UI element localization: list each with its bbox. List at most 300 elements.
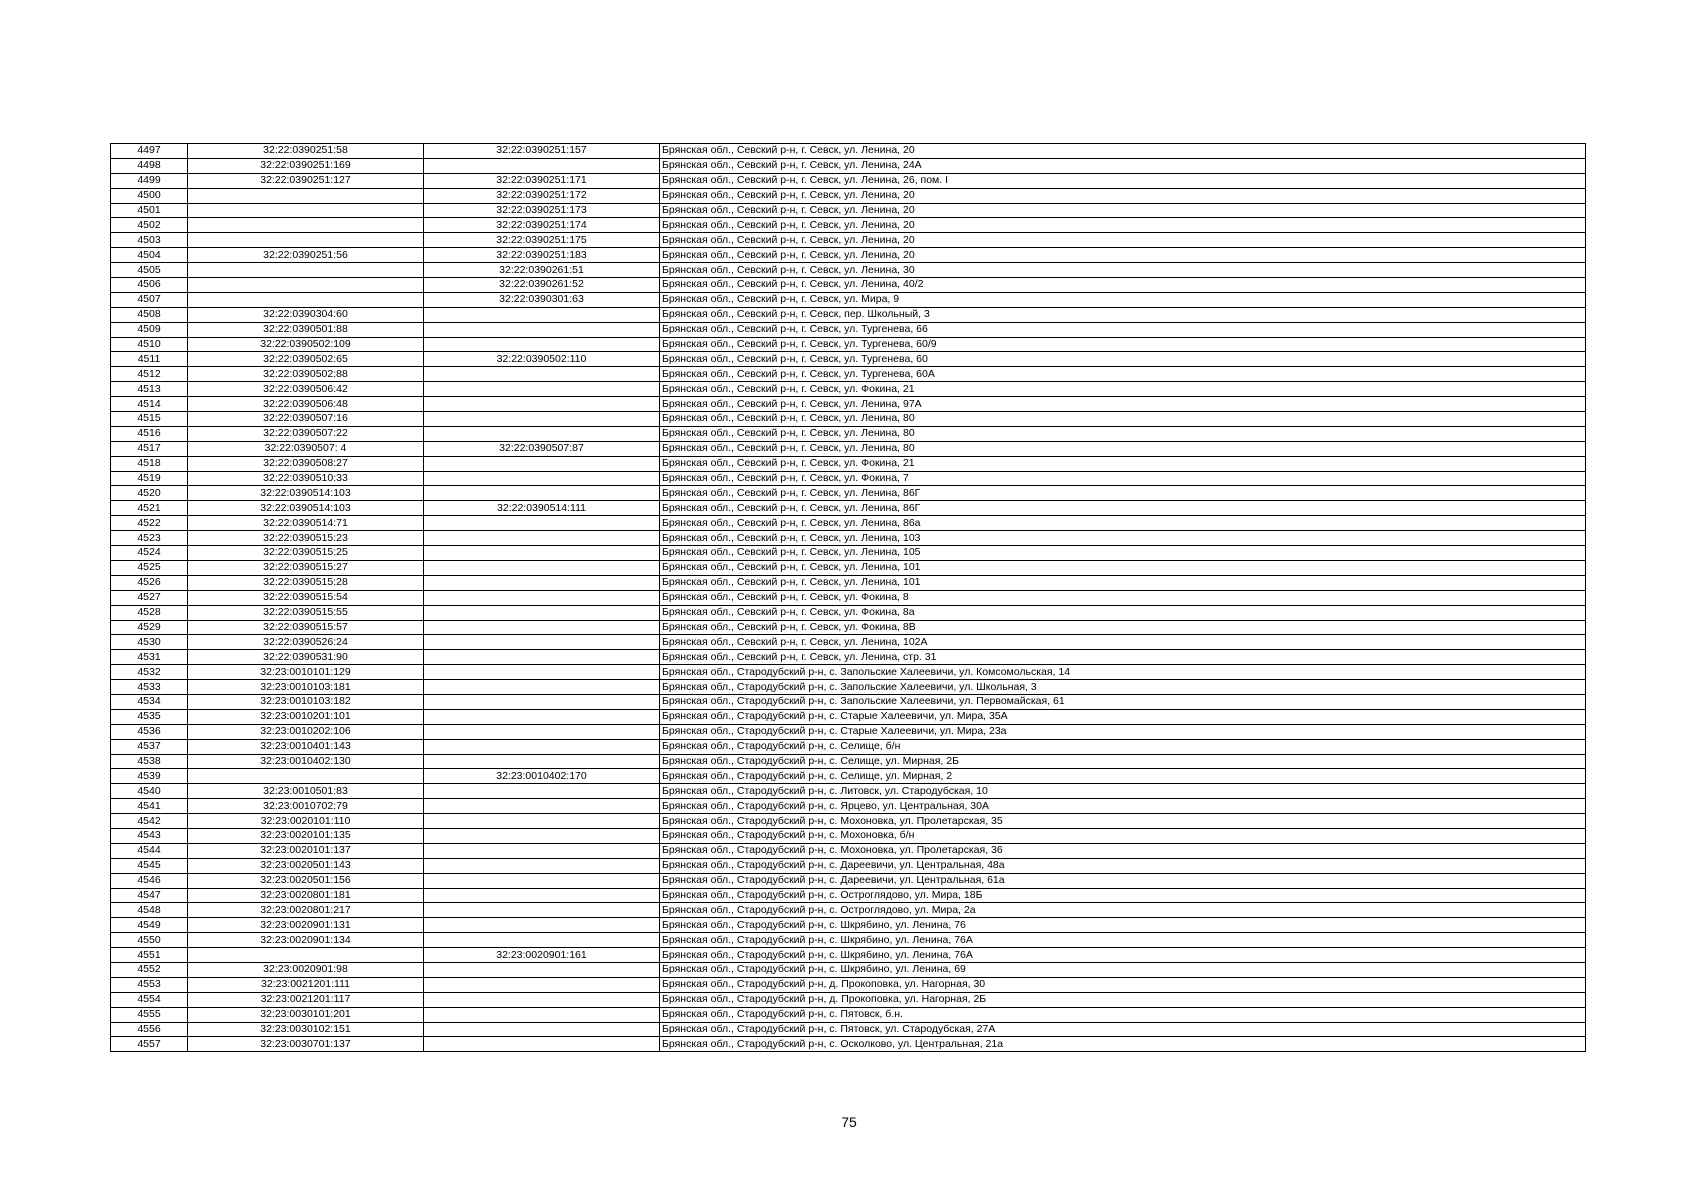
building-cadastral-number-cell: 32:23:0020901:161 [424,948,660,963]
building-cadastral-number-cell [424,680,660,695]
building-cadastral-number-cell [424,814,660,829]
cadastral-number-cell: 32:22:0390508:27 [188,456,424,471]
address-cell: Брянская обл., Севский р-н, г. Севск, ул. Фокина, 8а [660,605,1586,620]
address-cell: Брянская обл., Севский р-н, г. Севск, ул. Ленина, 20 [660,188,1586,203]
table-row [111,546,1586,561]
cadastral-number-cell: 32:22:0390515:25 [188,546,424,561]
address-cell: Брянская обл., Стародубский р-н, с. Запольские Халеевичи, ул. Первомайская, 61 [660,694,1586,709]
table-row [111,471,1586,486]
address-cell: Брянская обл., Стародубский р-н, с. Шкрябино, ул. Ленина, 76А [660,948,1586,963]
table-row [111,962,1586,977]
cadastral-number-cell: 32:22:0390515:54 [188,590,424,605]
table-row [111,977,1586,992]
cadastral-number-cell: 32:22:0390251:127 [188,173,424,188]
cadastral-number-cell: 32:23:0010202:106 [188,724,424,739]
table-row [111,784,1586,799]
address-cell: Брянская обл., Севский р-н, г. Севск, ул. Тургенева, 60/9 [660,337,1586,352]
building-cadastral-number-cell [424,799,660,814]
cadastral-number-cell [188,278,424,293]
table-row [111,397,1586,412]
cadastral-number-cell: 32:22:0390251:169 [188,158,424,173]
building-cadastral-number-cell: 32:22:0390251:174 [424,218,660,233]
table-row [111,441,1586,456]
address-cell: Брянская обл., Севский р-н, г. Севск, ул. Ленина, 102А [660,635,1586,650]
table-row [111,739,1586,754]
cadastral-number-cell [188,218,424,233]
row-number-cell: 4524 [111,546,188,561]
address-cell: Брянская обл., Стародубский р-н, с. Мохоновка, ул. Пролетарская, 36 [660,843,1586,858]
table-row [111,426,1586,441]
building-cadastral-number-cell [424,1007,660,1022]
row-number-cell: 4521 [111,501,188,516]
cadastral-number-cell: 32:22:0390251:56 [188,248,424,263]
building-cadastral-number-cell [424,605,660,620]
table-row [111,843,1586,858]
cadastral-number-cell: 32:23:0020501:143 [188,858,424,873]
table-row [111,858,1586,873]
address-cell: Брянская обл., Стародубский р-н, с. Селище, ул. Мирная, 2 [660,769,1586,784]
address-cell: Брянская обл., Севский р-н, г. Севск, ул. Ленина, 20 [660,144,1586,159]
building-cadastral-number-cell [424,843,660,858]
row-number-cell: 4556 [111,1022,188,1037]
cadastral-number-cell: 32:22:0390501:88 [188,322,424,337]
table-row [111,903,1586,918]
address-cell: Брянская обл., Севский р-н, г. Севск, ул. Ленина, 20 [660,218,1586,233]
row-number-cell: 4517 [111,441,188,456]
building-cadastral-number-cell: 32:22:0390261:51 [424,263,660,278]
table-row [111,605,1586,620]
building-cadastral-number-cell [424,724,660,739]
row-number-cell: 4498 [111,158,188,173]
address-cell: Брянская обл., Севский р-н, г. Севск, ул. Ленина, 80 [660,426,1586,441]
cadastral-number-cell: 32:22:0390514:103 [188,486,424,501]
cadastral-number-cell: 32:22:0390304:60 [188,307,424,322]
address-cell: Брянская обл., Стародубский р-н, с. Шкрябино, ул. Ленина, 76 [660,918,1586,933]
building-cadastral-number-cell [424,888,660,903]
table-row [111,769,1586,784]
cadastral-number-cell: 32:22:0390502:65 [188,352,424,367]
cadastral-number-cell: 32:23:0020901:131 [188,918,424,933]
table-row [111,948,1586,963]
row-number-cell: 4541 [111,799,188,814]
building-cadastral-number-cell [424,322,660,337]
row-number-cell: 4522 [111,516,188,531]
building-cadastral-number-cell [424,977,660,992]
row-number-cell: 4548 [111,903,188,918]
cadastral-number-cell: 32:22:0390514:71 [188,516,424,531]
table-row [111,352,1586,367]
cadastral-number-cell: 32:23:0020101:137 [188,843,424,858]
table-row [111,933,1586,948]
table-row [111,263,1586,278]
building-cadastral-number-cell [424,620,660,635]
row-number-cell: 4513 [111,382,188,397]
row-number-cell: 4525 [111,560,188,575]
building-cadastral-number-cell [424,754,660,769]
cadastral-number-cell: 32:23:0010103:182 [188,694,424,709]
address-cell: Брянская обл., Севский р-н, г. Севск, ул. Ленина, 30 [660,263,1586,278]
building-cadastral-number-cell [424,933,660,948]
row-number-cell: 4509 [111,322,188,337]
cadastral-number-cell: 32:23:0020901:134 [188,933,424,948]
building-cadastral-number-cell [424,367,660,382]
building-cadastral-number-cell [424,412,660,427]
address-cell: Брянская обл., Севский р-н, г. Севск, ул. Ленина, 20 [660,248,1586,263]
building-cadastral-number-cell [424,739,660,754]
building-cadastral-number-cell [424,1037,660,1052]
row-number-cell: 4519 [111,471,188,486]
row-number-cell: 4551 [111,948,188,963]
table-row [111,173,1586,188]
cadastral-number-cell: 32:23:0020101:135 [188,828,424,843]
building-cadastral-number-cell [424,828,660,843]
address-cell: Брянская обл., Севский р-н, г. Севск, ул. Ленина, 101 [660,575,1586,590]
row-number-cell: 4526 [111,575,188,590]
table-row [111,650,1586,665]
row-number-cell: 4515 [111,412,188,427]
cadastral-number-cell: 32:22:0390515:28 [188,575,424,590]
table-row [111,560,1586,575]
address-cell: Брянская обл., Стародубский р-н, с. Ярцево, ул. Центральная, 30А [660,799,1586,814]
address-cell: Брянская обл., Севский р-н, г. Севск, ул. Тургенева, 60А [660,367,1586,382]
row-number-cell: 4510 [111,337,188,352]
cadastral-number-cell: 32:22:0390506:42 [188,382,424,397]
building-cadastral-number-cell [424,158,660,173]
address-cell: Брянская обл., Севский р-н, г. Севск, ул. Ленина, 20 [660,203,1586,218]
address-cell: Брянская обл., Севский р-н, г. Севск, ул. Ленина, 86Г [660,486,1586,501]
address-cell: Брянская обл., Стародубский р-н, с. Литовск, ул. Стародубская, 10 [660,784,1586,799]
row-number-cell: 4549 [111,918,188,933]
cadastral-number-cell: 32:22:0390506:48 [188,397,424,412]
row-number-cell: 4506 [111,278,188,293]
building-cadastral-number-cell [424,709,660,724]
address-cell: Брянская обл., Стародубский р-н, с. Остроглядово, ул. Мира, 2а [660,903,1586,918]
cadastral-number-cell: 32:23:0020801:181 [188,888,424,903]
row-number-cell: 4520 [111,486,188,501]
row-number-cell: 4516 [111,426,188,441]
table-row [111,516,1586,531]
cadastral-number-cell [188,769,424,784]
table-row [111,665,1586,680]
row-number-cell: 4539 [111,769,188,784]
address-cell: Брянская обл., Севский р-н, г. Севск, ул. Ленина, 26, пом. I [660,173,1586,188]
table-row [111,337,1586,352]
building-cadastral-number-cell [424,575,660,590]
table-row [111,367,1586,382]
building-cadastral-number-cell: 32:22:0390261:52 [424,278,660,293]
row-number-cell: 4502 [111,218,188,233]
table-row [111,888,1586,903]
building-cadastral-number-cell [424,382,660,397]
row-number-cell: 4503 [111,233,188,248]
row-number-cell: 4537 [111,739,188,754]
cadastral-number-cell [188,292,424,307]
building-cadastral-number-cell: 32:22:0390251:175 [424,233,660,248]
building-cadastral-number-cell [424,918,660,933]
table-row [111,218,1586,233]
row-number-cell: 4507 [111,292,188,307]
address-cell: Брянская обл., Стародубский р-н, с. Пятовск, ул. Стародубская, 27А [660,1022,1586,1037]
cadastral-number-cell: 32:23:0021201:117 [188,992,424,1007]
row-number-cell: 4533 [111,680,188,695]
building-cadastral-number-cell: 32:22:0390301:63 [424,292,660,307]
address-cell: Брянская обл., Севский р-н, г. Севск, ул. Фокина, 7 [660,471,1586,486]
row-number-cell: 4518 [111,456,188,471]
address-cell: Брянская обл., Стародубский р-н, с. Старые Халеевичи, ул. Мира, 23а [660,724,1586,739]
address-cell: Брянская обл., Стародубский р-н, с. Старые Халеевичи, ул. Мира, 35А [660,709,1586,724]
building-cadastral-number-cell [424,471,660,486]
page-number: 75 [841,1114,857,1130]
building-cadastral-number-cell [424,962,660,977]
address-cell: Брянская обл., Севский р-н, г. Севск, ул. Ленина, стр. 31 [660,650,1586,665]
row-number-cell: 4536 [111,724,188,739]
row-number-cell: 4511 [111,352,188,367]
building-cadastral-number-cell [424,516,660,531]
cadastral-number-cell: 32:23:0020901:98 [188,962,424,977]
row-number-cell: 4545 [111,858,188,873]
building-cadastral-number-cell: 32:23:0010402:170 [424,769,660,784]
address-cell: Брянская обл., Севский р-н, г. Севск, пер. Школьный, 3 [660,307,1586,322]
address-cell: Брянская обл., Севский р-н, г. Севск, ул. Ленина, 97А [660,397,1586,412]
cadastral-number-cell: 32:23:0010401:143 [188,739,424,754]
row-number-cell: 4540 [111,784,188,799]
property-table-body [111,144,1586,1052]
row-number-cell: 4497 [111,144,188,159]
table-row [111,188,1586,203]
cadastral-number-cell: 32:23:0021201:111 [188,977,424,992]
table-row [111,1022,1586,1037]
building-cadastral-number-cell: 32:22:0390251:171 [424,173,660,188]
table-row [111,158,1586,173]
row-number-cell: 4500 [111,188,188,203]
table-row [111,292,1586,307]
property-table [110,143,1586,1052]
address-cell: Брянская обл., Севский р-н, г. Севск, ул. Ленина, 105 [660,546,1586,561]
cadastral-number-cell: 32:22:0390507: 4 [188,441,424,456]
table-row [111,680,1586,695]
table-row [111,814,1586,829]
row-number-cell: 4552 [111,962,188,977]
table-row [111,709,1586,724]
building-cadastral-number-cell [424,650,660,665]
building-cadastral-number-cell [424,858,660,873]
address-cell: Брянская обл., Севский р-н, г. Севск, ул. Мира, 9 [660,292,1586,307]
building-cadastral-number-cell [424,307,660,322]
address-cell: Брянская обл., Севский р-н, г. Севск, ул. Ленина, 20 [660,233,1586,248]
table-row [111,412,1586,427]
address-cell: Брянская обл., Стародубский р-н, д. Прокоповка, ул. Нагорная, 30 [660,977,1586,992]
table-row [111,754,1586,769]
address-cell: Брянская обл., Стародубский р-н, д. Прокоповка, ул. Нагорная, 2Б [660,992,1586,1007]
cadastral-number-cell: 32:23:0020801:217 [188,903,424,918]
row-number-cell: 4529 [111,620,188,635]
address-cell: Брянская обл., Севский р-н, г. Севск, ул. Ленина, 24А [660,158,1586,173]
row-number-cell: 4508 [111,307,188,322]
table-row [111,382,1586,397]
address-cell: Брянская обл., Стародубский р-н, с. Селище, б/н [660,739,1586,754]
cadastral-number-cell: 32:22:0390515:23 [188,531,424,546]
building-cadastral-number-cell [424,590,660,605]
table-row [111,307,1586,322]
building-cadastral-number-cell [424,560,660,575]
table-row [111,635,1586,650]
building-cadastral-number-cell: 32:22:0390251:173 [424,203,660,218]
cadastral-number-cell: 32:23:0010501:83 [188,784,424,799]
row-number-cell: 4535 [111,709,188,724]
table-row [111,992,1586,1007]
table-row [111,248,1586,263]
row-number-cell: 4531 [111,650,188,665]
address-cell: Брянская обл., Стародубский р-н, с. Мохоновка, ул. Пролетарская, 35 [660,814,1586,829]
building-cadastral-number-cell: 32:22:0390502:110 [424,352,660,367]
building-cadastral-number-cell [424,873,660,888]
row-number-cell: 4557 [111,1037,188,1052]
cadastral-number-cell: 32:23:0020101:110 [188,814,424,829]
table-row [111,1037,1586,1052]
address-cell: Брянская обл., Севский р-н, г. Севск, ул. Ленина, 40/2 [660,278,1586,293]
row-number-cell: 4528 [111,605,188,620]
row-number-cell: 4527 [111,590,188,605]
row-number-cell: 4534 [111,694,188,709]
table-row [111,694,1586,709]
cadastral-number-cell: 32:22:0390507:16 [188,412,424,427]
row-number-cell: 4504 [111,248,188,263]
address-cell: Брянская обл., Севский р-н, г. Севск, ул. Ленина, 86Г [660,501,1586,516]
row-number-cell: 4523 [111,531,188,546]
building-cadastral-number-cell [424,397,660,412]
row-number-cell: 4546 [111,873,188,888]
row-number-cell: 4543 [111,828,188,843]
row-number-cell: 4544 [111,843,188,858]
table-row [111,590,1586,605]
cadastral-number-cell: 32:22:0390510:33 [188,471,424,486]
row-number-cell: 4499 [111,173,188,188]
address-cell: Брянская обл., Стародубский р-н, с. Запольские Халеевичи, ул. Комсомольская, 14 [660,665,1586,680]
table-row [111,531,1586,546]
building-cadastral-number-cell [424,531,660,546]
cadastral-number-cell: 32:22:0390531:90 [188,650,424,665]
table-row [111,501,1586,516]
table-row [111,203,1586,218]
address-cell: Брянская обл., Севский р-н, г. Севск, ул. Фокина, 21 [660,456,1586,471]
table-row [111,322,1586,337]
table-row [111,724,1586,739]
cadastral-number-cell [188,263,424,278]
row-number-cell: 4542 [111,814,188,829]
building-cadastral-number-cell [424,486,660,501]
building-cadastral-number-cell: 32:22:0390514:111 [424,501,660,516]
address-cell: Брянская обл., Стародубский р-н, с. Пятовск, б.н. [660,1007,1586,1022]
cadastral-number-cell [188,948,424,963]
address-cell: Брянская обл., Стародубский р-н, с. Дареевичи, ул. Центральная, 48а [660,858,1586,873]
cadastral-number-cell: 32:22:0390515:57 [188,620,424,635]
cadastral-number-cell: 32:23:0010101:129 [188,665,424,680]
row-number-cell: 4530 [111,635,188,650]
cadastral-number-cell: 32:22:0390507:22 [188,426,424,441]
building-cadastral-number-cell [424,694,660,709]
table-row [111,828,1586,843]
cadastral-number-cell: 32:22:0390251:58 [188,144,424,159]
cadastral-number-cell: 32:23:0010201:101 [188,709,424,724]
building-cadastral-number-cell [424,546,660,561]
table-row [111,486,1586,501]
cadastral-number-cell [188,188,424,203]
row-number-cell: 4514 [111,397,188,412]
address-cell: Брянская обл., Севский р-н, г. Севск, ул. Ленина, 103 [660,531,1586,546]
row-number-cell: 4555 [111,1007,188,1022]
cadastral-number-cell: 32:23:0030101:201 [188,1007,424,1022]
table-row [111,456,1586,471]
address-cell: Брянская обл., Стародубский р-н, с. Шкрябино, ул. Ленина, 69 [660,962,1586,977]
row-number-cell: 4554 [111,992,188,1007]
building-cadastral-number-cell [424,337,660,352]
cadastral-number-cell [188,203,424,218]
row-number-cell: 4538 [111,754,188,769]
table-row [111,620,1586,635]
address-cell: Брянская обл., Севский р-н, г. Севск, ул. Тургенева, 66 [660,322,1586,337]
table-row [111,1007,1586,1022]
row-number-cell: 4512 [111,367,188,382]
row-number-cell: 4547 [111,888,188,903]
address-cell: Брянская обл., Севский р-н, г. Севск, ул. Ленина, 80 [660,441,1586,456]
address-cell: Брянская обл., Севский р-н, г. Севск, ул. Ленина, 86а [660,516,1586,531]
address-cell: Брянская обл., Севский р-н, г. Севск, ул. Фокина, 8 [660,590,1586,605]
table-row [111,144,1586,159]
address-cell: Брянская обл., Севский р-н, г. Севск, ул. Фокина, 21 [660,382,1586,397]
cadastral-number-cell: 32:22:0390502:109 [188,337,424,352]
address-cell: Брянская обл., Севский р-н, г. Севск, ул. Ленина, 80 [660,412,1586,427]
cadastral-number-cell: 32:23:0010702:79 [188,799,424,814]
building-cadastral-number-cell [424,784,660,799]
address-cell: Брянская обл., Севский р-н, г. Севск, ул. Ленина, 101 [660,560,1586,575]
address-cell: Брянская обл., Стародубский р-н, с. Осколково, ул. Центральная, 21а [660,1037,1586,1052]
cadastral-number-cell: 32:22:0390514:103 [188,501,424,516]
address-cell: Брянская обл., Стародубский р-н, с. Шкрябино, ул. Ленина, 76А [660,933,1586,948]
building-cadastral-number-cell: 32:22:0390251:172 [424,188,660,203]
cadastral-number-cell: 32:23:0030701:137 [188,1037,424,1052]
cadastral-number-cell: 32:22:0390515:55 [188,605,424,620]
cadastral-number-cell: 32:22:0390515:27 [188,560,424,575]
building-cadastral-number-cell [424,1022,660,1037]
table-row [111,918,1586,933]
cadastral-number-cell: 32:22:0390502:88 [188,367,424,382]
address-cell: Брянская обл., Стародубский р-н, с. Селище, ул. Мирная, 2Б [660,754,1586,769]
cadastral-number-cell: 32:23:0020501:156 [188,873,424,888]
cadastral-number-cell: 32:23:0010402:130 [188,754,424,769]
building-cadastral-number-cell: 32:22:0390251:157 [424,144,660,159]
table-row [111,799,1586,814]
address-cell: Брянская обл., Стародубский р-н, с. Запольские Халеевичи, ул. Школьная, 3 [660,680,1586,695]
cadastral-number-cell: 32:23:0030102:151 [188,1022,424,1037]
address-cell: Брянская обл., Стародубский р-н, с. Дареевичи, ул. Центральная, 61а [660,873,1586,888]
table-row [111,873,1586,888]
row-number-cell: 4553 [111,977,188,992]
building-cadastral-number-cell: 32:22:0390507:87 [424,441,660,456]
building-cadastral-number-cell [424,665,660,680]
table-row [111,575,1586,590]
cadastral-number-cell [188,233,424,248]
row-number-cell: 4501 [111,203,188,218]
row-number-cell: 4505 [111,263,188,278]
address-cell: Брянская обл., Стародубский р-н, с. Остроглядово, ул. Мира, 18Б [660,888,1586,903]
table-row [111,233,1586,248]
building-cadastral-number-cell [424,635,660,650]
row-number-cell: 4532 [111,665,188,680]
building-cadastral-number-cell [424,426,660,441]
address-cell: Брянская обл., Севский р-н, г. Севск, ул. Тургенева, 60 [660,352,1586,367]
cadastral-number-cell: 32:22:0390526:24 [188,635,424,650]
building-cadastral-number-cell: 32:22:0390251:183 [424,248,660,263]
